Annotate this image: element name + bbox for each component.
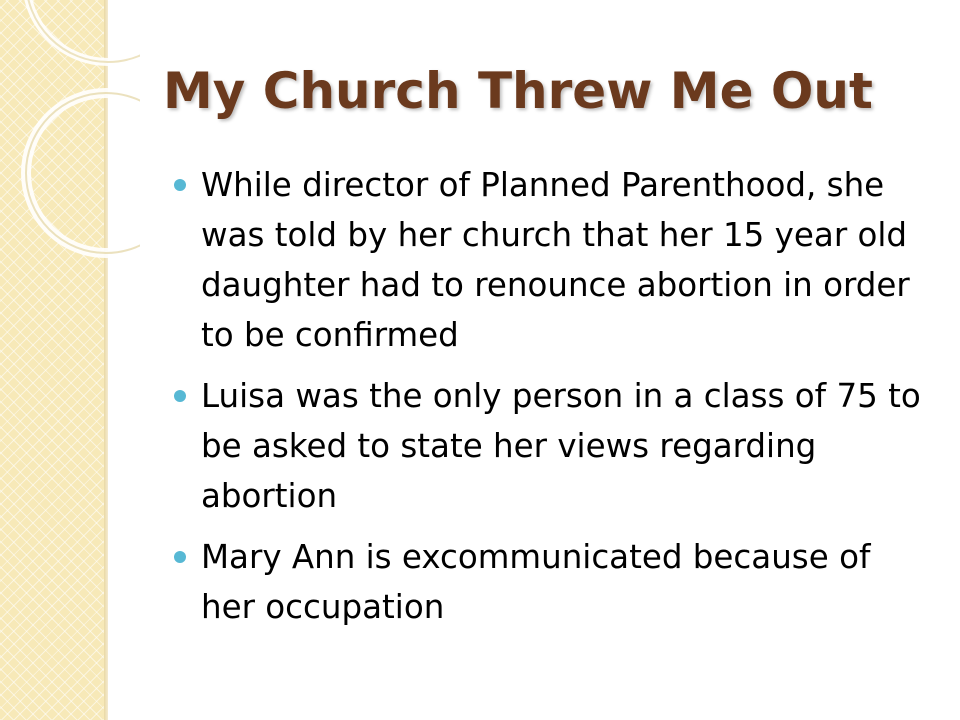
bullet-list	[174, 160, 934, 643]
decorative-circles	[0, 0, 140, 260]
bullet-item	[174, 532, 934, 632]
bullet-text: Luisa was the only person in a class of 75 to be asked to state her views regarding abortion	[201, 377, 921, 515]
bullet-text: Mary Ann is excommunicated because of her occupation	[201, 538, 871, 626]
bullet-dot-icon	[174, 551, 186, 563]
bullet-dot-icon	[174, 179, 186, 191]
bullet-text: While director of Planned Parenthood, she was told by her church that her 15 year old daughter had to renounce abortion in order to be confirmed	[201, 166, 910, 354]
bullet-item	[174, 371, 934, 521]
bullet-item	[174, 160, 934, 360]
slide-title: My Church Threw Me Out	[163, 62, 873, 120]
bullet-dot-icon	[174, 390, 186, 402]
